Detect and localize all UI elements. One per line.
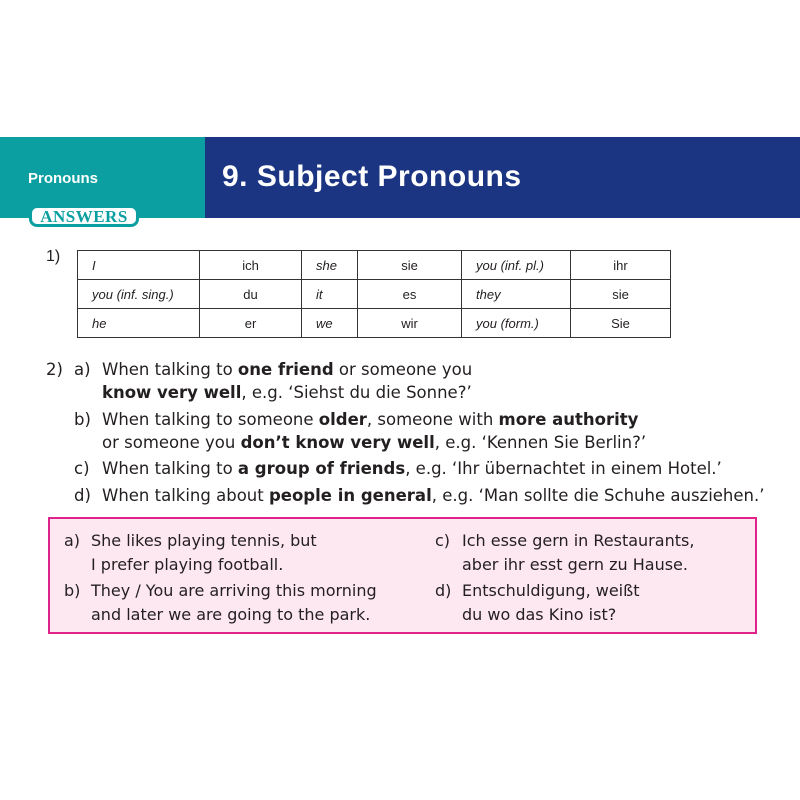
emphasis-text: one friend	[237, 360, 334, 379]
german-pronoun: wir	[358, 309, 462, 338]
question-2-number: 2)	[46, 360, 63, 379]
german-pronoun: ich	[200, 251, 302, 280]
english-pronoun: I	[78, 251, 200, 280]
english-pronoun: you (inf. sing.)	[78, 280, 200, 309]
answer-line: and later we are going to the park.	[91, 605, 371, 624]
answer-line: She likes playing tennis, but	[91, 531, 317, 550]
section-label: Pronouns	[28, 170, 98, 187]
item-line	[102, 483, 765, 508]
german-pronoun: Sie	[571, 309, 671, 338]
answer-line: They / You are arriving this morning	[91, 581, 377, 600]
item-text: , e.g. ‘Siehst du die Sonne?’	[241, 383, 472, 402]
english-pronoun: she	[302, 251, 358, 280]
item-text: , e.g. ‘Kennen Sie Berlin?’	[434, 433, 647, 452]
table-row	[78, 309, 671, 338]
emphasis-text: a group of friends	[237, 459, 406, 478]
item-line	[102, 407, 638, 432]
item-label: c)	[74, 459, 90, 478]
item-line	[102, 357, 472, 382]
german-pronoun: er	[200, 309, 302, 338]
item-text: When talking to someone	[102, 410, 319, 429]
answer-label: a)	[64, 531, 81, 550]
german-pronoun: ihr	[571, 251, 671, 280]
emphasis-text: more authority	[498, 410, 639, 429]
english-pronoun: you (inf. pl.)	[462, 251, 571, 280]
english-pronoun: you (form.)	[462, 309, 571, 338]
answers-badge: ANSWERS	[29, 205, 139, 227]
question-1-number: 1)	[46, 248, 61, 265]
english-pronoun: they	[462, 280, 571, 309]
item-text: When talking to	[102, 459, 238, 478]
answer-label: b)	[64, 581, 81, 600]
table-row	[78, 280, 671, 309]
table-row	[78, 251, 671, 280]
answer-box	[48, 517, 757, 634]
item-text: , e.g. ‘Man sollte die Schuhe ausziehen.’	[431, 486, 765, 505]
item-label: b)	[74, 410, 91, 429]
item-text: When talking about	[102, 486, 269, 505]
english-pronoun: it	[302, 280, 358, 309]
item-text: or someone you	[333, 360, 473, 379]
answer-line: du wo das Kino ist?	[462, 605, 617, 624]
item-label: a)	[74, 360, 91, 379]
answer-line: Entschuldigung, weißt	[462, 581, 640, 600]
german-pronoun: es	[358, 280, 462, 309]
german-pronoun: sie	[571, 280, 671, 309]
item-text: , someone with	[366, 410, 499, 429]
german-pronoun: du	[200, 280, 302, 309]
item-text: When talking to	[102, 360, 238, 379]
item-text: , e.g. ‘Ihr übernachtet in einem Hotel.’	[405, 459, 722, 478]
english-pronoun: he	[78, 309, 200, 338]
answer-line: aber ihr esst gern zu Hause.	[462, 555, 688, 574]
item-line	[102, 456, 722, 481]
emphasis-text: know very well	[102, 383, 242, 402]
item-label: d)	[74, 486, 91, 505]
item-line	[102, 380, 472, 405]
pronoun-table	[77, 250, 671, 338]
emphasis-text: older	[318, 410, 367, 429]
emphasis-text: people in general	[268, 486, 432, 505]
item-line	[102, 430, 646, 455]
answer-label: c)	[435, 531, 451, 550]
answer-label: d)	[435, 581, 452, 600]
page-title: 9. Subject Pronouns	[222, 160, 522, 193]
answer-line: Ich esse gern in Restaurants,	[462, 531, 695, 550]
english-pronoun: we	[302, 309, 358, 338]
german-pronoun: sie	[358, 251, 462, 280]
item-text: or someone you	[102, 433, 241, 452]
answer-line: I prefer playing football.	[91, 555, 284, 574]
emphasis-text: don’t know very well	[240, 433, 435, 452]
